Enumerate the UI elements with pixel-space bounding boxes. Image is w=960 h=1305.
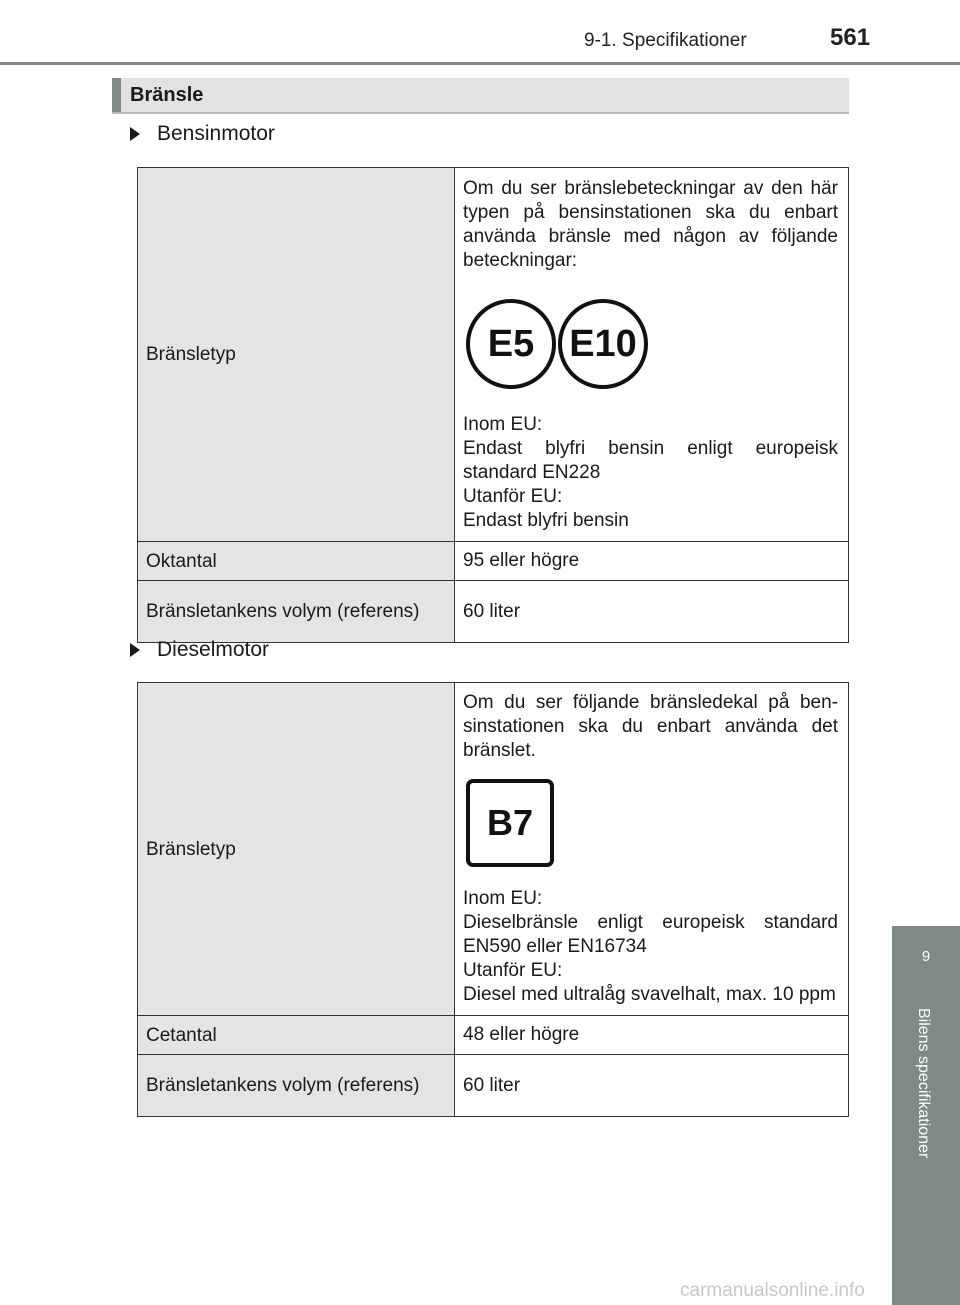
section-header bbox=[112, 78, 849, 114]
table-row bbox=[138, 1055, 849, 1117]
non-eu-text: Endast blyfri bensin bbox=[463, 510, 629, 531]
petrol-spec-table bbox=[137, 167, 849, 643]
petrol-subheading bbox=[130, 122, 275, 146]
eu-text: Endast blyfri bensin enligt europeisk standard EN228 bbox=[463, 438, 838, 483]
fuel-type-value bbox=[455, 683, 849, 1016]
watermark: carmanualsonline.info bbox=[680, 1280, 865, 1301]
triangle-bullet-icon bbox=[130, 127, 140, 141]
table-row bbox=[138, 542, 849, 581]
eu-text: Dieselbränsle enligt europeisk standard EN590 eller EN16734 bbox=[463, 912, 838, 957]
triangle-bullet-icon bbox=[130, 643, 140, 657]
non-eu-heading: Utanför EU: bbox=[463, 960, 563, 981]
section-title: Bränsle bbox=[130, 84, 204, 106]
eu-heading: Inom EU: bbox=[463, 888, 543, 909]
petrol-heading: Bensinmotor bbox=[157, 122, 275, 145]
tank-label: Bränsletankens volym (referens) bbox=[138, 581, 455, 643]
fuel-type-label: Bränsletyp bbox=[138, 168, 455, 542]
table-row bbox=[138, 168, 849, 542]
fuel-type-label: Bränsletyp bbox=[138, 683, 455, 1016]
diesel-spec-table bbox=[137, 682, 849, 1117]
eu-heading: Inom EU: bbox=[463, 414, 543, 435]
header-divider bbox=[0, 62, 960, 65]
octane-label: Oktantal bbox=[138, 542, 455, 581]
chapter-label: Bilens specifikationer bbox=[915, 1008, 932, 1159]
octane-value: 95 eller högre bbox=[455, 542, 849, 581]
chapter-number: 9 bbox=[921, 948, 931, 965]
section-accent bbox=[112, 78, 121, 112]
fuel-label-icons bbox=[466, 299, 838, 389]
chapter-side-tab bbox=[892, 926, 960, 1305]
diesel-subheading bbox=[130, 638, 269, 662]
table-row bbox=[138, 683, 849, 1016]
cetane-label: Cetantal bbox=[138, 1016, 455, 1055]
cetane-value: 48 eller högre bbox=[455, 1016, 849, 1055]
b7-label-icon: B7 bbox=[466, 779, 554, 867]
non-eu-heading: Utanför EU: bbox=[463, 486, 563, 507]
tank-label: Bränsletankens volym (referens) bbox=[138, 1055, 455, 1117]
table-row bbox=[138, 1016, 849, 1055]
e5-label-icon: E5 bbox=[466, 299, 556, 389]
fuel-type-value bbox=[455, 168, 849, 542]
diesel-heading: Dieselmotor bbox=[157, 638, 270, 661]
table-row bbox=[138, 581, 849, 643]
header-section-title: 9-1. Specifikationer bbox=[584, 30, 747, 51]
tank-value: 60 liter bbox=[455, 1055, 849, 1117]
tank-value: 60 liter bbox=[455, 581, 849, 643]
fuel-type-intro: Om du ser bränslebeteckningar av den här typen på bensinstationen ska du enbart använda bränsle med någon av följande beteckningar: bbox=[463, 178, 838, 271]
e10-label-icon: E10 bbox=[558, 299, 648, 389]
page-number: 561 bbox=[830, 24, 871, 51]
non-eu-text: Diesel med ultralåg svavelhalt, max. 10 ppm bbox=[463, 984, 836, 1005]
fuel-type-intro: Om du ser följande bränsledekal på ben-sinstationen ska du enbart använda det bränslet. bbox=[463, 692, 838, 761]
